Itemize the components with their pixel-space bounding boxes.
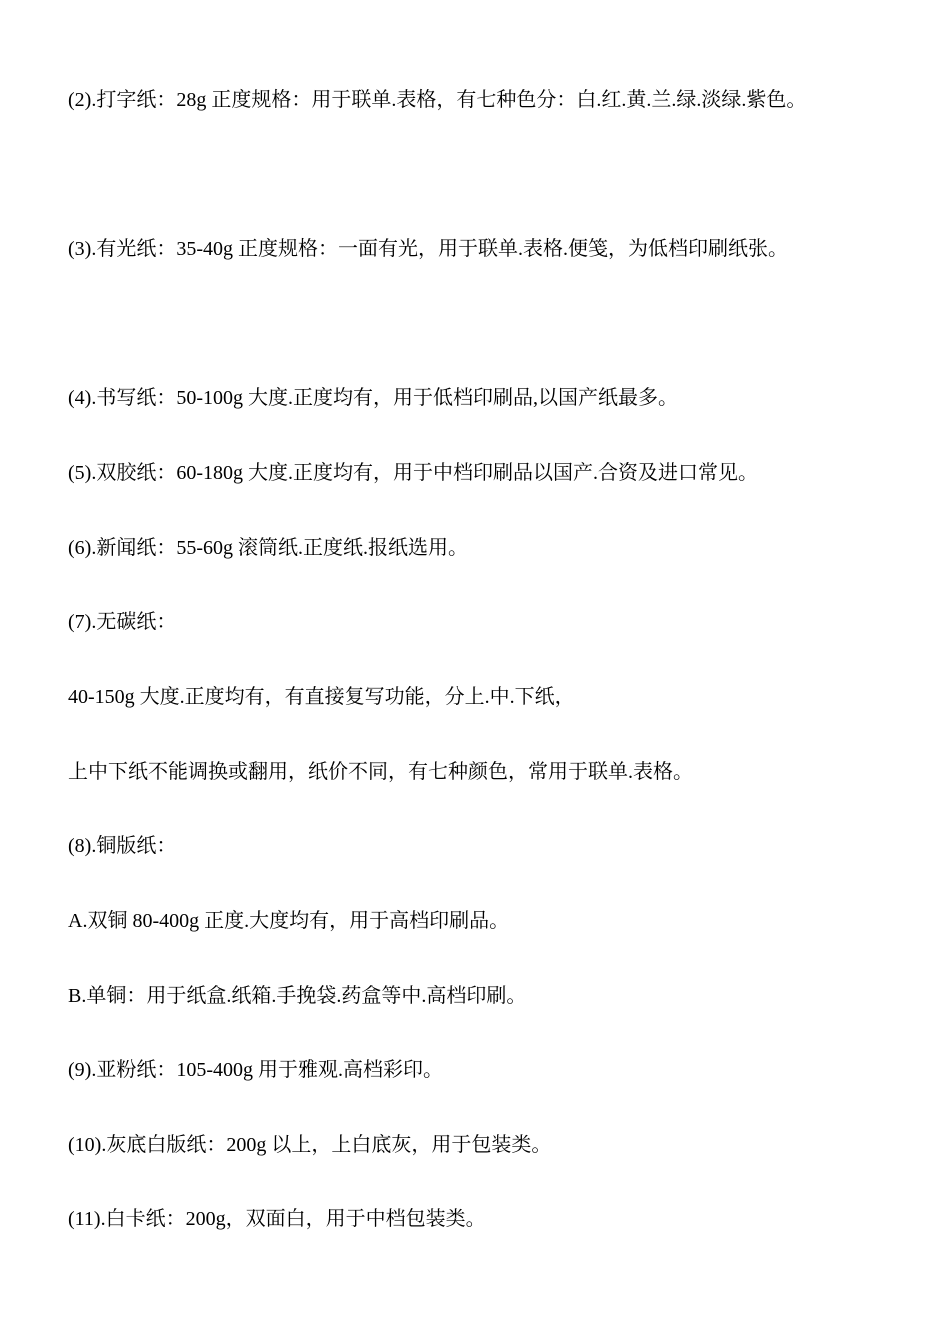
- paragraph-newsprint: (6).新闻纸：55-60g 滚筒纸.正度纸.报纸选用。: [68, 537, 468, 559]
- paragraph-typing-paper: (2).打字纸：28g 正度规格：用于联单.表格，有七种色分：白.红.黄.兰.绿.淡绿.紫色。: [68, 89, 807, 111]
- paragraph-white-card: (11).白卡纸：200g，双面白，用于中档包装类。: [68, 1208, 486, 1230]
- paragraph-carbonless-spec: 40-150g 大度.正度均有，有直接复写功能，分上.中.下纸，: [68, 686, 575, 708]
- paragraph-writing-paper: (4).书写纸：50-100g 大度.正度均有，用于低档印刷品,以国产纸最多。: [68, 387, 678, 409]
- paragraph-offset-paper: (5).双胶纸：60-180g 大度.正度均有，用于中档印刷品以国产.合资及进口常见。: [68, 462, 758, 484]
- heading-carbonless-paper: (7).无碳纸：: [68, 611, 177, 633]
- heading-coated-paper: (8).铜版纸：: [68, 835, 177, 857]
- paragraph-single-coated: B.单铜：用于纸盒.纸箱.手挽袋.药盒等中.高档印刷。: [68, 985, 527, 1007]
- paragraph-glossy-paper: (3).有光纸：35-40g 正度规格：一面有光，用于联单.表格.便笺，为低档印刷纸张。: [68, 238, 788, 260]
- paragraph-carbonless-usage: 上中下纸不能调换或翻用，纸价不同，有七种颜色，常用于联单.表格。: [68, 761, 693, 783]
- paragraph-grey-back-board: (10).灰底白版纸：200g 以上，上白底灰，用于包装类。: [68, 1134, 552, 1156]
- paragraph-matte-paper: (9).亚粉纸：105-400g 用于雅观.高档彩印。: [68, 1059, 443, 1081]
- paragraph-double-coated: A.双铜 80-400g 正度.大度均有，用于高档印刷品。: [68, 910, 510, 932]
